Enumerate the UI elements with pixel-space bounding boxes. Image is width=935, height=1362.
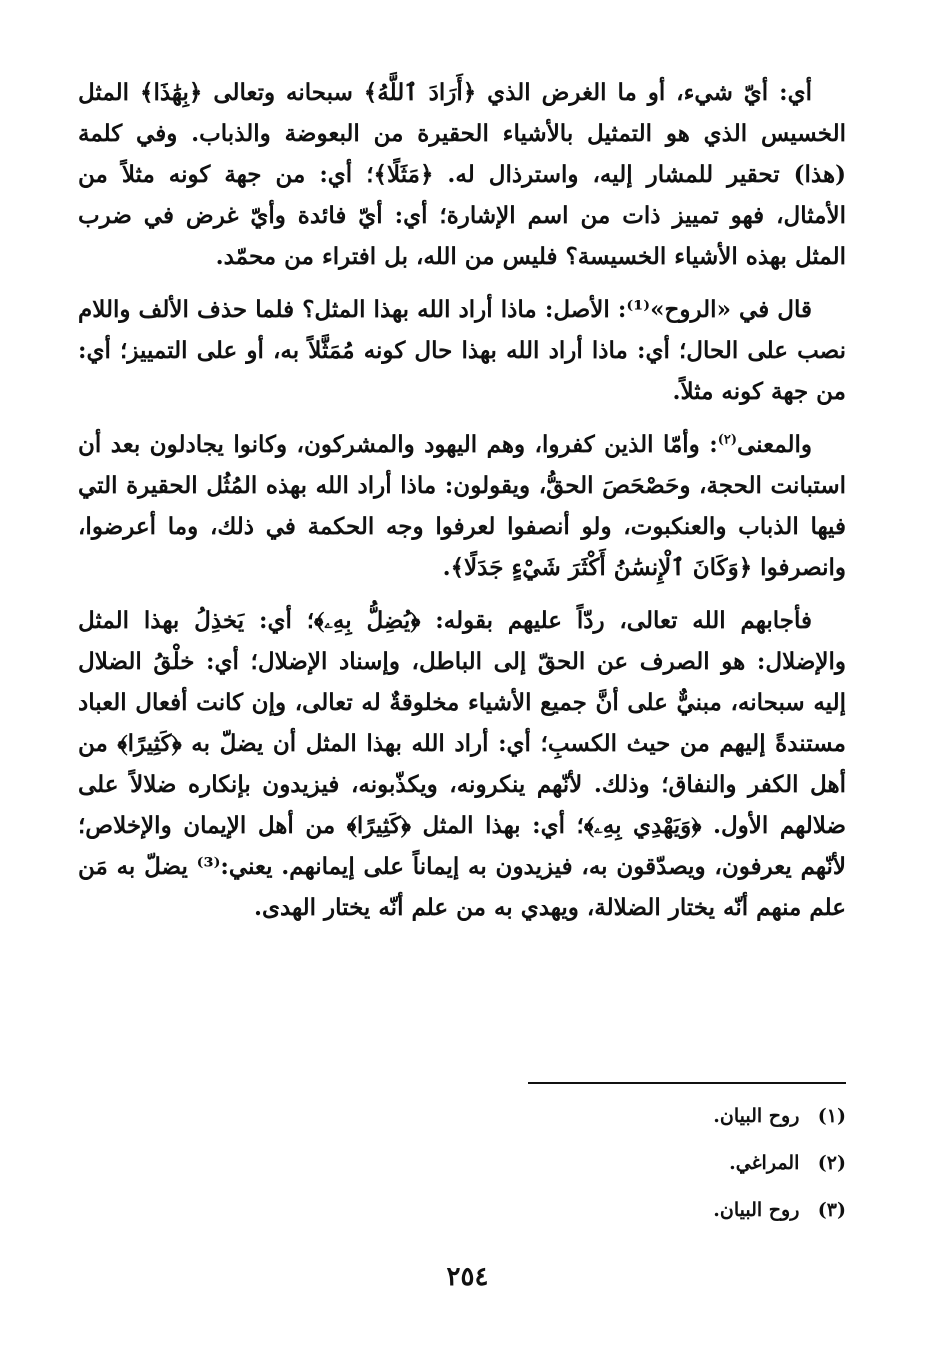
page-number: ٢٥٤ [446, 1262, 489, 1292]
paragraph-3-text: : وأمّا الذين كفروا، وهم اليهود والمشركون، وكانوا يجادلون بعد أن استبانت الحجة، وحَصْحَصَ الحقُّ، ويقولون: ماذا أراد الله بهذه المُثُل الحقيرة التي فيها الذباب والعنكبوت، ولو أنصفوا لعرفوا وجه الحكمة في ذلك، وما أعرضوا، وانصرفوا ﴿وَكَانَ ٱلْإِنسَٰنُ أَكْثَرَ شَيْءٍ جَدَلًا﴾. [78, 431, 846, 581]
footnote-item [78, 1190, 846, 1237]
paragraph-1 [78, 72, 846, 277]
paragraph-3 [78, 424, 846, 588]
footnote-text: روح البيان. [713, 1199, 800, 1221]
footnote-text: المراغي. [729, 1152, 800, 1174]
footnote-item [78, 1143, 846, 1190]
footnote-divider [528, 1082, 846, 1084]
footnote-number: (٢) [817, 1152, 846, 1174]
footnote-ref-2: (٢) [717, 432, 737, 448]
footnote-text: روح البيان. [713, 1105, 800, 1127]
paragraph-3-lead-word: والمعنى [736, 431, 812, 458]
page-body [78, 72, 846, 940]
paragraph-1-text: أي: أيّ شيء، أو ما الغرض الذي ﴿أَرَادَ ٱللَّهُ﴾ سبحانه وتعالى ﴿بِهَٰذَا﴾ المثل الخسيس الذي هو التمثيل بالأشياء الحقيرة من البعوضة والذباب. وفي كلمة (هذا) تحقير للمشار إليه، واسترذال له. ﴿مَثَلًا﴾؛ أي: من جهة كونه مثلاً من الأمثال، فهو تمييز ذات من اسم الإشارة؛ أي: أيّ فائدة وأيّ غرض في ضرب المثل بهذه الأشياء الخسيسة؟ فليس من الله، بل افتراء من محمّد. [78, 79, 847, 270]
footnote-item [78, 1096, 846, 1143]
paragraph-4 [78, 600, 846, 928]
footnote-number: (٣) [817, 1199, 846, 1221]
paragraph-4-text: فأجابهم الله تعالى، ردّاً عليهم بقوله: ﴿يُضِلُّ بِهِۦ﴾؛ أي: يَخذِلُ بهذا المثل والإضلال: هو الصرف عن الحقّ إلى الباطل، وإسناد الإضلال؛ أي: خلْقُ الضلال إليه سبحانه، مبنيٌّ على أنَّ جميع الأشياء مخلوقةٌ له تعالى، وإن كانت أفعال العباد مستندةً إليهم من حيث الكسبِ؛ أي: أراد الله بهذا المثل أن يضلّ به ﴿كَثِيرًا﴾ من أهل الكفر والنفاق؛ وذلك. لأنّهم ينكرونه، ويكذّبونه، فيزيدون بإنكاره ضلالاً على ضلالهم الأول. ﴿وَيَهْدِي بِهِۦ﴾؛ أي: بهذا المثل ﴿كَثِيرًا﴾ من أهل الإيمان والإخلاص؛ لأنّهم يعرفون، ويصدّقون به، فيزيدون به إيماناً على إيمانهم. يعني:⁽³⁾ يضلّ به مَن علم منهم أنّه يختار الضلالة، ويهدي به من علم أنّه يختار الهدى. [78, 607, 846, 921]
footnotes [78, 1096, 846, 1237]
paragraph-2-text: قال في «الروح»⁽¹⁾: الأصل: ماذا أراد الله بهذا المثل؟ فلما حذف الألف واللام نصب على الحال؛ أي: ماذا أراد الله بهذا حال كونه مُمَثَّلاً به، أو على التمييز؛ أي: من جهة كونه مثلاً. [78, 296, 846, 405]
footnote-number: (١) [817, 1105, 846, 1127]
paragraph-2 [78, 289, 846, 412]
